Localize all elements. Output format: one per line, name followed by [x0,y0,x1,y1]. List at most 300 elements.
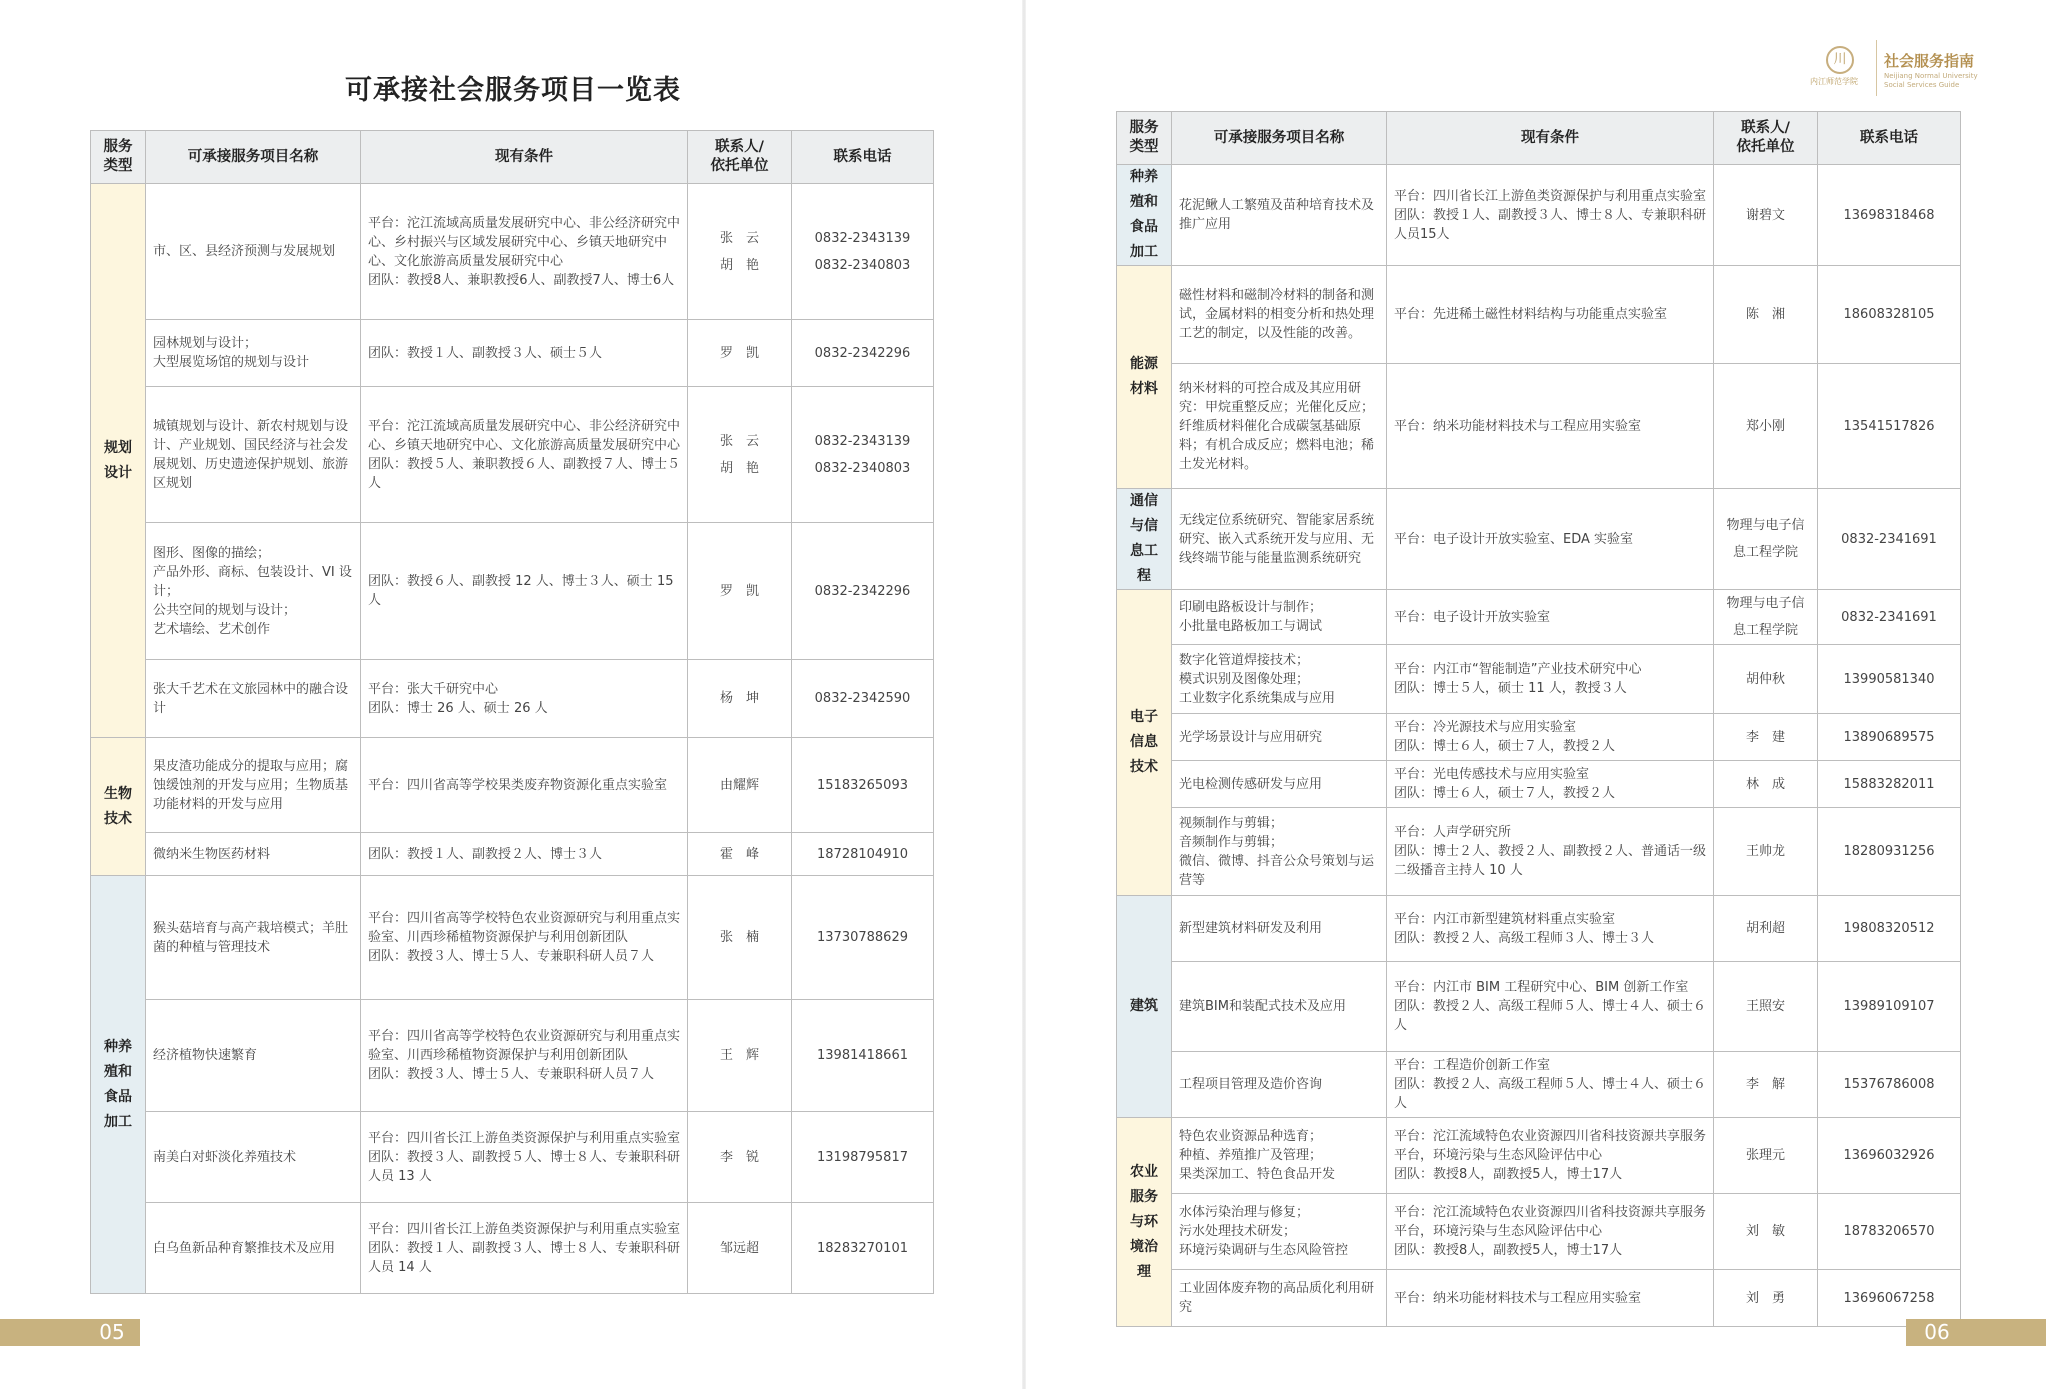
conditions-text: 平台：沱江流域特色农业资源四川省科技资源共享服务平台，环境污染与生态风险评估中心 [1394,1205,1707,1239]
conditions-text: 平台：电子设计开放实验室 [1394,609,1551,625]
phone-number: 13981418661 [817,1048,908,1063]
conditions-cell [361,184,688,320]
contact-person: 息工程学院 [1732,623,1798,638]
page-number-right: 06 [1924,1320,1950,1344]
contact-cell [688,320,792,387]
table-row [91,876,934,1000]
phone-cell [792,660,934,738]
conditions-text: 团队：教授１人、副教授３人、博士８人、专兼职科研人员15人 [1394,207,1707,242]
contact-person: 胡 艳 [719,257,759,273]
contact-person: 物理与电子信 [1726,596,1805,611]
conditions-cell [361,320,688,387]
conditions-text: 平台：沱江流域高质量发展研究中心、非公经济研究中心、乡村振兴与区域发展研究中心、乡镇天地研究中心、文化旅游高质量发展研究中心 [368,215,681,269]
table-row [1117,714,1961,761]
project-name-text: 音频制作与剪辑； [1179,834,1284,850]
project-name-cell [1172,1194,1387,1270]
category-cell [1117,1118,1172,1327]
project-name-text: 张大千艺术在文旅园林中的融合设计 [153,681,349,716]
category-cell [91,876,146,1294]
header-project-name: 可承接服务项目名称 [1172,112,1387,165]
project-name-cell [1172,1270,1387,1327]
category-label: 规划 [104,439,132,456]
project-name-cell [1172,714,1387,761]
phone-cell [1818,165,1961,266]
conditions-cell [361,833,688,876]
conditions-cell [1387,645,1714,714]
conditions-text: 平台：沱江流域特色农业资源四川省科技资源共享服务平台，环境污染与生态风险评估中心 [1394,1129,1707,1163]
table-row [1117,761,1961,808]
contact-person: 息工程学院 [1732,545,1798,560]
conditions-text: 团队：教授１人、副教授２人、博士３人 [368,846,603,862]
project-name-cell [1172,896,1387,962]
project-name-cell [146,184,361,320]
category-label: 加工 [104,1113,132,1130]
project-name-cell [146,833,361,876]
category-label: 境治 [1130,1238,1158,1255]
conditions-text: 团队：博士６人，硕士７人，教授２人 [1394,739,1616,754]
category-cell [91,738,146,876]
contact-person: 李 锐 [719,1149,759,1165]
project-name-text: 大型展览场馆的规划与设计 [153,355,310,370]
phone-number: 18728104910 [817,846,908,862]
conditions-text: 平台：四川省高等学校果类废弃物资源化重点实验室 [368,777,668,793]
university-seal-icon: 川 [1826,46,1854,74]
contact-cell [1714,1194,1818,1270]
table-row [1117,1118,1961,1194]
phone-cell [792,1203,934,1294]
category-label: 食品 [1130,219,1158,235]
conditions-text: 平台：人声学研究所 [1394,825,1512,840]
phone-number: 18280931256 [1843,844,1935,859]
category-cell [1117,489,1172,590]
contact-person: 陈 湘 [1745,307,1785,322]
project-name-text: 果皮渣功能成分的提取与应用；腐蚀缓蚀剂的开发与应用；生物质基功能材料的开发与应用 [153,758,349,812]
phone-cell [792,387,934,523]
conditions-cell [1387,761,1714,808]
conditions-text: 团队：教授１人、副教授３人、硕士５人 [368,345,603,361]
conditions-text: 平台：纳米功能材料技术与工程应用实验室 [1394,1290,1642,1306]
phone-cell [1818,590,1961,645]
header-phone: 联系电话 [1818,112,1961,165]
project-name-cell [146,387,361,523]
category-label: 通信 [1130,493,1158,509]
contact-cell [1714,761,1818,808]
project-name-text: 视频制作与剪辑； [1179,815,1284,831]
phone-number: 13198795817 [817,1149,908,1165]
conditions-text: 团队：博士２人、教授２人、副教授２人、普通话一级二级播音主持人 10 人 [1394,844,1707,878]
table-row [91,833,934,876]
category-label: 殖和 [104,1063,132,1080]
table-row [91,320,934,387]
project-name-text: 园林规划与设计； [153,336,258,351]
contact-person: 张 云 [719,230,759,246]
contact-person: 胡 艳 [719,460,759,476]
table-row [91,387,934,523]
phone-cell [792,1000,934,1112]
phone-number: 0832-2342296 [814,345,911,361]
contact-cell [1714,1270,1818,1327]
contact-person: 胡仲秋 [1745,671,1785,687]
project-name-cell [1172,1052,1387,1118]
table-row [1117,896,1961,962]
table-row [1117,364,1961,489]
conditions-cell [361,876,688,1000]
project-name-cell [146,1000,361,1112]
table-row [1117,590,1961,645]
conditions-cell [1387,1270,1714,1327]
contact-cell [688,184,792,320]
conditions-text: 平台：光电传感技术与应用实验室 [1394,767,1590,782]
brand-divider [1876,40,1877,96]
contact-cell [1714,165,1818,266]
project-name-cell [1172,165,1387,266]
conditions-text: 平台：四川省长江上游鱼类资源保护与利用重点实验室 [368,1221,681,1237]
project-name-cell [1172,808,1387,896]
project-name-text: 艺术墙绘、艺术创作 [153,621,271,637]
project-name-text: 模式识别及图像处理； [1179,671,1310,687]
contact-cell [688,1112,792,1203]
contact-person: 谢碧文 [1745,207,1785,223]
brand-title: 社会服务指南 [1884,52,1975,70]
conditions-text: 团队：教授３人、副教授５人、博士８人、专兼职科研人员 13 人 [368,1149,681,1184]
category-label: 息工 [1130,543,1158,559]
phone-number: 15183265093 [817,777,908,793]
table-row [91,1000,934,1112]
phone-cell [792,833,934,876]
conditions-cell [1387,165,1714,266]
conditions-cell [361,523,688,660]
project-name-text: 磁性材料和磁制冷材料的制备和测试，金属材料的相变分析和热处理工艺的制定，以及性能的改善。 [1179,288,1375,341]
category-label: 能源 [1130,356,1158,372]
contact-person: 王 辉 [719,1048,759,1063]
conditions-cell [1387,896,1714,962]
conditions-text: 平台：内江市“智能制造”产业技术研究中心 [1394,662,1642,677]
category-label: 与信 [1130,518,1158,534]
project-name-cell [146,876,361,1000]
table-row [1117,645,1961,714]
phone-number: 0832-2343139 [814,433,911,449]
phone-number: 0832-2340803 [814,257,911,273]
project-name-text: 经济植物快速繁育 [153,1048,258,1063]
category-label: 技术 [1130,759,1158,775]
project-name-text: 果类深加工、特色食品开发 [1179,1167,1336,1182]
phone-number: 18783206570 [1843,1224,1935,1239]
phone-number: 13698318468 [1843,207,1935,223]
table-row [91,523,934,660]
contact-cell [1714,896,1818,962]
conditions-cell [1387,962,1714,1052]
table-header-row [91,131,934,184]
project-name-text: 数字化管道焊接技术； [1179,652,1310,668]
phone-number: 0832-2341691 [1841,531,1937,547]
conditions-cell [1387,489,1714,590]
contact-person: 霍 峰 [719,846,759,862]
phone-number: 15883282011 [1843,776,1935,792]
conditions-cell [1387,1194,1714,1270]
services-table-left [90,130,934,1294]
header-conditions: 现有条件 [1387,112,1714,165]
project-name-cell [1172,761,1387,808]
page-gutter [1022,0,1026,1389]
brand-subtitle [1884,72,1978,90]
conditions-cell [1387,590,1714,645]
contact-person: 林 成 [1745,776,1785,792]
project-name-text: 环境污染调研与生态风险管控 [1179,1243,1349,1258]
table-row [1117,962,1961,1052]
phone-cell [792,320,934,387]
phone-number: 19808320512 [1843,921,1935,936]
project-name-cell [1172,266,1387,364]
project-name-cell [146,738,361,833]
table-row [91,1112,934,1203]
contact-cell [1714,808,1818,896]
conditions-text: 平台：四川省高等学校特色农业资源研究与利用重点实验室、川西珍稀植物资源保护与利用创新团队 [368,911,681,945]
category-cell [1117,590,1172,896]
project-name-cell [1172,645,1387,714]
project-name-text: 工程项目管理及造价咨询 [1179,1077,1323,1092]
header-service-type: 服务 类型 [1117,112,1172,165]
conditions-text: 平台：电子设计开放实验室、EDA 实验室 [1394,531,1634,547]
table-row [1117,1052,1961,1118]
phone-number: 0832-2341691 [1841,609,1937,625]
phone-cell [1818,1270,1961,1327]
project-name-cell [146,1203,361,1294]
phone-cell [1818,364,1961,489]
phone-number: 18608328105 [1843,307,1935,322]
conditions-cell [1387,266,1714,364]
contact-person: 李 解 [1745,1077,1785,1092]
contact-person: 罗 凯 [719,345,759,361]
contact-cell [1714,590,1818,645]
conditions-text: 团队：教授8人、兼职教授6人、副教授7人、博士6人 [368,272,675,288]
services-table-right [1116,111,1961,1327]
brand-subtitle-line: Social Services Guide [1884,81,1960,89]
conditions-text: 平台：内江市 BIM 工程研究中心、BIM 创新工作室 [1394,980,1689,995]
contact-cell [688,833,792,876]
category-label: 食品 [104,1088,132,1105]
phone-cell [792,876,934,1000]
contact-cell [688,1203,792,1294]
conditions-text: 团队：博士 26 人、硕士 26 人 [368,700,548,716]
conditions-text: 团队：博士５人，硕士 11 人，教授３人 [1394,681,1627,696]
brand-seal-text: 内江师范学院 [1810,77,1858,86]
phone-number: 13541517826 [1843,418,1935,434]
table-row [91,660,934,738]
contact-person: 张理元 [1745,1148,1785,1163]
conditions-text: 团队：教授６人、副教授 12 人、博士３人、硕士 15 人 [368,574,674,608]
phone-number: 18283270101 [817,1240,908,1256]
project-name-text: 小批量电路板加工与调试 [1179,619,1323,634]
project-name-text: 猴头菇培育与高产栽培模式；羊肚菌的种植与管理技术 [153,920,349,955]
contact-cell [1714,962,1818,1052]
category-label: 种养 [1130,169,1158,185]
contact-person: 郑小刚 [1745,418,1785,434]
conditions-cell [361,1112,688,1203]
contact-cell [688,660,792,738]
category-cell [1117,896,1172,1118]
project-name-cell [146,523,361,660]
project-name-text: 产品外形、商标、包装设计、VI 设计； [153,564,352,599]
conditions-text: 团队：教授３人、博士５人、专兼职科研人员７人 [368,949,655,964]
project-name-text: 工业固体废弃物的高品质化利用研究 [1179,1281,1375,1315]
phone-cell [792,523,934,660]
header-service-type: 服务 类型 [91,131,146,184]
conditions-text: 团队：教授１人、副教授３人、博士８人、专兼职科研人员 14 人 [368,1240,681,1275]
project-name-text: 城镇规划与设计、新农村规划与设计、产业规划、国民经济与社会发展规划、历史遗迹保护规划、旅游区规划 [153,418,349,491]
contact-cell [1714,489,1818,590]
project-name-text: 光学场景设计与应用研究 [1179,729,1323,745]
table-row [91,1203,934,1294]
table-row [91,738,934,833]
project-name-text: 无线定位系统研究、智能家居系统研究、嵌入式系统开发与应用、无线终端节能与能量监测系统研究 [1179,512,1375,566]
project-name-text: 微信、微博、抖音公众号策划与运营等 [1179,853,1375,888]
project-name-text: 南美白对虾淡化养殖技术 [153,1149,297,1165]
project-name-cell [146,320,361,387]
category-label: 建筑 [1130,998,1158,1014]
category-label: 种养 [104,1038,132,1055]
phone-cell [792,184,934,320]
category-label: 加工 [1130,244,1158,260]
conditions-cell [1387,808,1714,896]
contact-cell [1714,1118,1818,1194]
project-name-text: 水体污染治理与修复； [1179,1205,1310,1220]
phone-cell [1818,896,1961,962]
contact-cell [688,387,792,523]
category-label: 程 [1137,568,1151,584]
conditions-text: 平台：冷光源技术与应用实验室 [1394,720,1577,735]
project-name-text: 光电检测传感研发与应用 [1179,776,1323,792]
project-name-text: 白乌鱼新品种育繁推技术及应用 [153,1240,336,1256]
project-name-text: 建筑BIM和装配式技术及应用 [1179,999,1346,1014]
project-name-text: 特色农业资源品种选育； [1179,1129,1323,1144]
conditions-cell [361,738,688,833]
phone-number: 13730788629 [817,930,908,945]
category-label: 生物 [104,785,132,802]
phone-number: 0832-2342590 [814,691,911,706]
project-name-text: 印刷电路板设计与制作； [1179,600,1323,615]
contact-cell [1714,645,1818,714]
contact-person: 王帅龙 [1745,844,1785,859]
project-name-cell [146,660,361,738]
category-cell [1117,165,1172,266]
conditions-text: 团队：教授５人、兼职教授６人、副教授７人、博士５人 [368,456,681,491]
phone-number: 13696067258 [1843,1290,1935,1306]
project-name-text: 工业数字化系统集成与应用 [1179,690,1336,706]
table-header-row [1117,112,1961,165]
project-name-cell [1172,590,1387,645]
project-name-cell [1172,962,1387,1052]
conditions-text: 团队：教授３人、博士５人、专兼职科研人员７人 [368,1067,655,1082]
category-cell [1117,266,1172,489]
phone-cell [1818,761,1961,808]
conditions-cell [361,1000,688,1112]
category-label: 殖和 [1130,194,1158,210]
conditions-text: 平台：先进稀土磁性材料结构与功能重点实验室 [1394,307,1668,322]
page-title: 可承接社会服务项目一览表 [345,75,681,106]
header-conditions: 现有条件 [361,131,688,184]
phone-number: 0832-2340803 [814,460,911,476]
category-label: 与环 [1130,1213,1158,1230]
project-name-text: 纳米材料的可控合成及其应用研究：甲烷重整反应；光催化反应；纤维质材料催化合成碳氢基础原料；有机合成反应；燃料电池；稀土发光材料。 [1179,380,1375,472]
conditions-text: 平台：沱江流域高质量发展研究中心、非公经济研究中心、乡镇天地研究中心、文化旅游高质量发展研究中心 [368,418,681,453]
phone-cell [792,1112,934,1203]
contact-cell [1714,266,1818,364]
project-name-cell [1172,489,1387,590]
contact-person: 由耀辉 [719,777,759,793]
project-name-text: 新型建筑材料研发及利用 [1179,921,1323,936]
phone-cell [1818,962,1961,1052]
contact-person: 邹远超 [719,1240,759,1256]
header-contact: 联系人/ 依托单位 [1714,112,1818,165]
table-row [1117,1270,1961,1327]
conditions-text: 平台：四川省高等学校特色农业资源研究与利用重点实验室、川西珍稀植物资源保护与利用创新团队 [368,1029,681,1063]
phone-number: 13890689575 [1843,729,1935,745]
conditions-text: 团队：教授２人、高级工程师５人、博士４人、硕士６人 [1394,1077,1707,1111]
category-label: 服务 [1130,1188,1158,1205]
table-row [1117,489,1961,590]
conditions-text: 平台：四川省长江上游鱼类资源保护与利用重点实验室 [1394,188,1707,204]
category-label: 农业 [1130,1163,1158,1180]
phone-cell [1818,808,1961,896]
contact-cell [1714,364,1818,489]
conditions-text: 平台：工程造价创新工作室 [1394,1058,1551,1073]
contact-person: 刘 勇 [1745,1290,1785,1306]
contact-cell [1714,714,1818,761]
contact-person: 杨 坤 [719,691,759,706]
table-row [1117,1194,1961,1270]
project-name-text: 市、区、县经济预测与发展规划 [153,244,336,259]
project-name-cell [1172,1118,1387,1194]
contact-cell [688,523,792,660]
brand-header [1800,40,2020,90]
conditions-text: 平台：四川省长江上游鱼类资源保护与利用重点实验室 [368,1130,681,1146]
conditions-text: 团队：教授２人、高级工程师３人、博士３人 [1394,930,1655,946]
conditions-cell [361,387,688,523]
category-cell [91,184,146,738]
conditions-text: 团队：教授8人，副教授5人，博士17人 [1394,1243,1623,1258]
phone-cell [1818,1052,1961,1118]
phone-cell [1818,714,1961,761]
conditions-text: 团队：教授8人，副教授5人，博士17人 [1394,1167,1623,1182]
conditions-cell [361,1203,688,1294]
project-name-text: 图形、图像的描绘； [153,545,271,561]
conditions-cell [1387,714,1714,761]
category-label: 理 [1137,1263,1151,1280]
conditions-text: 平台：张大千研究中心 [368,681,499,697]
contact-person: 王照安 [1745,999,1785,1014]
phone-number: 13696032926 [1843,1148,1935,1163]
project-name-cell [146,1112,361,1203]
header-project-name: 可承接服务项目名称 [146,131,361,184]
conditions-cell [1387,364,1714,489]
contact-cell [688,1000,792,1112]
project-name-text: 微纳米生物医药材料 [153,846,271,862]
brand-subtitle-line: Neijiang Normal University [1884,72,1978,80]
conditions-text: 团队：博士６人，硕士７人，教授２人 [1394,786,1616,801]
category-label: 技术 [104,810,132,827]
contact-person: 物理与电子信 [1726,518,1805,533]
header-phone: 联系电话 [792,131,934,184]
phone-cell [1818,645,1961,714]
phone-cell [1818,1118,1961,1194]
project-name-text: 污水处理技术研发； [1179,1224,1297,1239]
conditions-text: 团队：教授２人、高级工程师５人、博士４人、硕士６人 [1394,999,1707,1033]
contact-person: 李 建 [1745,729,1785,745]
phone-cell [1818,489,1961,590]
contact-person: 张 楠 [719,930,759,945]
conditions-text: 平台：内江市新型建筑材料重点实验室 [1394,911,1616,927]
contact-cell [688,738,792,833]
